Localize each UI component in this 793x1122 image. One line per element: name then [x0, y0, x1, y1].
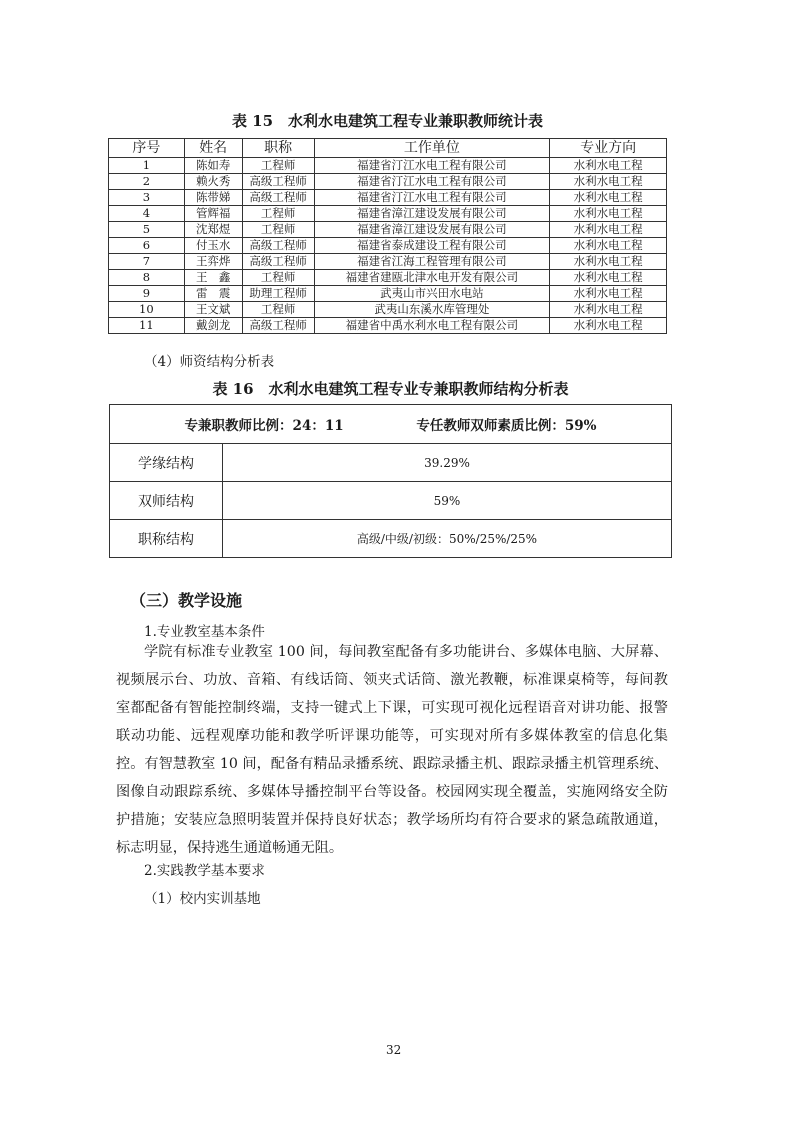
cell-title: 高级工程师: [242, 238, 314, 254]
col-header-title: 职称: [242, 139, 314, 158]
cell-employer: 福建省江海工程管理有限公司: [314, 254, 550, 270]
page-number: 32: [386, 1043, 402, 1057]
cell-index: 11: [109, 318, 185, 334]
table-row: [109, 254, 667, 270]
col-header-name: 姓名: [184, 139, 242, 158]
cell-index: 7: [109, 254, 185, 270]
subheading-practice: 2.实践教学基本要求: [144, 863, 265, 879]
cell-index: 1: [109, 158, 185, 174]
table-row: [109, 158, 667, 174]
cell-index: 5: [109, 222, 185, 238]
cell-major: 水利水电工程: [550, 254, 667, 270]
cell-employer: 福建省泰成建设工程有限公司: [314, 238, 550, 254]
cell-name: 王文斌: [184, 302, 242, 318]
cell-major: 水利水电工程: [550, 286, 667, 302]
row-label: 职称结构: [110, 520, 223, 558]
teacher-structure-table: [109, 404, 672, 558]
subheading-classroom: 1.专业教室基本条件: [144, 624, 265, 640]
col-header-major: 专业方向: [550, 139, 667, 158]
section4-label: （4）师资结构分析表: [144, 354, 275, 370]
cell-name: 陈带娣: [184, 190, 242, 206]
row-value: 39.29%: [223, 444, 672, 482]
paragraph-classroom: 学院有标准专业教室 100 间，每间教室配备有多功能讲台、多媒体电脑、大屏幕、视频展示台、功放、音箱、有线话筒、领夹式话筒、激光教鞭，标准课桌椅等，每间教室都配备有智能控制终端，支持一键式上下课，可实现可视化远程语音对讲功能、报警联动功能、远程观摩功能和教学听评课功能等，可实现对所有多媒体教室的信息化集控。有智慧教室 10 间，配备有精品录播系统、跟踪录播主机、跟踪录播主机管理系统、图像自动跟踪系统、多媒体导播控制平台等设备。校园网实现全覆盖，实施网络安全防护措施；安装应急照明装置并保持良好状态；教学场所均有符合要求的紧急疏散通道，标志明显，保持逃生通道畅通无阻。: [116, 644, 669, 856]
row-value: 59%: [223, 482, 672, 520]
ratio-full-part: 专兼职教师比例：24：11: [184, 418, 344, 434]
cell-title: 工程师: [242, 302, 314, 318]
cell-major: 水利水电工程: [550, 174, 667, 190]
cell-major: 水利水电工程: [550, 222, 667, 238]
cell-title: 高级工程师: [242, 174, 314, 190]
cell-employer: 武夷山市兴田水电站: [314, 286, 550, 302]
table-row: [109, 206, 667, 222]
cell-employer: 福建省漳江建设发展有限公司: [314, 206, 550, 222]
cell-index: 10: [109, 302, 185, 318]
cell-name: 管辉福: [184, 206, 242, 222]
cell-name: 陈如寿: [184, 158, 242, 174]
col-header-index: 序号: [109, 139, 185, 158]
cell-name: 沈郑煜: [184, 222, 242, 238]
cell-index: 8: [109, 270, 185, 286]
row-value: 高级/中级/初级：50%/25%/25%: [223, 520, 672, 558]
cell-title: 工程师: [242, 206, 314, 222]
table-row: [109, 286, 667, 302]
table-row: [110, 444, 672, 482]
cell-index: 6: [109, 238, 185, 254]
cell-employer: 武夷山东溪水库管理处: [314, 302, 550, 318]
ratio-double-qualified: 专任教师双师素质比例：59%: [416, 418, 597, 434]
cell-major: 水利水电工程: [550, 270, 667, 286]
table16-summary-row: [110, 405, 672, 444]
table-row: [109, 270, 667, 286]
cell-employer: 福建省汀江水电工程有限公司: [314, 190, 550, 206]
cell-employer: 福建省漳江建设发展有限公司: [314, 222, 550, 238]
table-header-row: [109, 139, 667, 158]
cell-name: 雷 震: [184, 286, 242, 302]
cell-major: 水利水电工程: [550, 238, 667, 254]
cell-index: 3: [109, 190, 185, 206]
subheading-training-base: （1）校内实训基地: [144, 891, 261, 907]
col-header-employer: 工作单位: [314, 139, 550, 158]
cell-major: 水利水电工程: [550, 318, 667, 334]
table16-caption: 表 16 水利水电建筑工程专业专兼职教师结构分析表: [212, 380, 569, 398]
cell-name: 付玉水: [184, 238, 242, 254]
table-row: [109, 222, 667, 238]
cell-title: 工程师: [242, 270, 314, 286]
cell-name: 赖火秀: [184, 174, 242, 190]
table-row: [109, 318, 667, 334]
table-row: [109, 174, 667, 190]
row-label: 学缘结构: [110, 444, 223, 482]
section-heading-facilities: （三）教学设施: [130, 591, 243, 610]
cell-employer: 福建省汀江水电工程有限公司: [314, 174, 550, 190]
row-label: 双师结构: [110, 482, 223, 520]
table-row: [109, 238, 667, 254]
cell-employer: 福建省建瓯北津水电开发有限公司: [314, 270, 550, 286]
cell-major: 水利水电工程: [550, 190, 667, 206]
cell-title: 高级工程师: [242, 318, 314, 334]
table-row: [110, 482, 672, 520]
cell-major: 水利水电工程: [550, 158, 667, 174]
cell-title: 助理工程师: [242, 286, 314, 302]
cell-title: 高级工程师: [242, 254, 314, 270]
cell-title: 工程师: [242, 222, 314, 238]
table15-caption: 表 15 水利水电建筑工程专业兼职教师统计表: [231, 112, 544, 130]
cell-major: 水利水电工程: [550, 302, 667, 318]
table-row: [109, 302, 667, 318]
cell-employer: 福建省中禹水利水电工程有限公司: [314, 318, 550, 334]
cell-name: 戴剑龙: [184, 318, 242, 334]
cell-index: 9: [109, 286, 185, 302]
cell-title: 工程师: [242, 158, 314, 174]
table-row: [110, 520, 672, 558]
cell-major: 水利水电工程: [550, 206, 667, 222]
cell-index: 2: [109, 174, 185, 190]
part-time-teachers-table: [108, 138, 667, 334]
table-row: [109, 190, 667, 206]
cell-title: 高级工程师: [242, 190, 314, 206]
cell-employer: 福建省汀江水电工程有限公司: [314, 158, 550, 174]
cell-name: 王 鑫: [184, 270, 242, 286]
cell-index: 4: [109, 206, 185, 222]
cell-name: 王弈烨: [184, 254, 242, 270]
